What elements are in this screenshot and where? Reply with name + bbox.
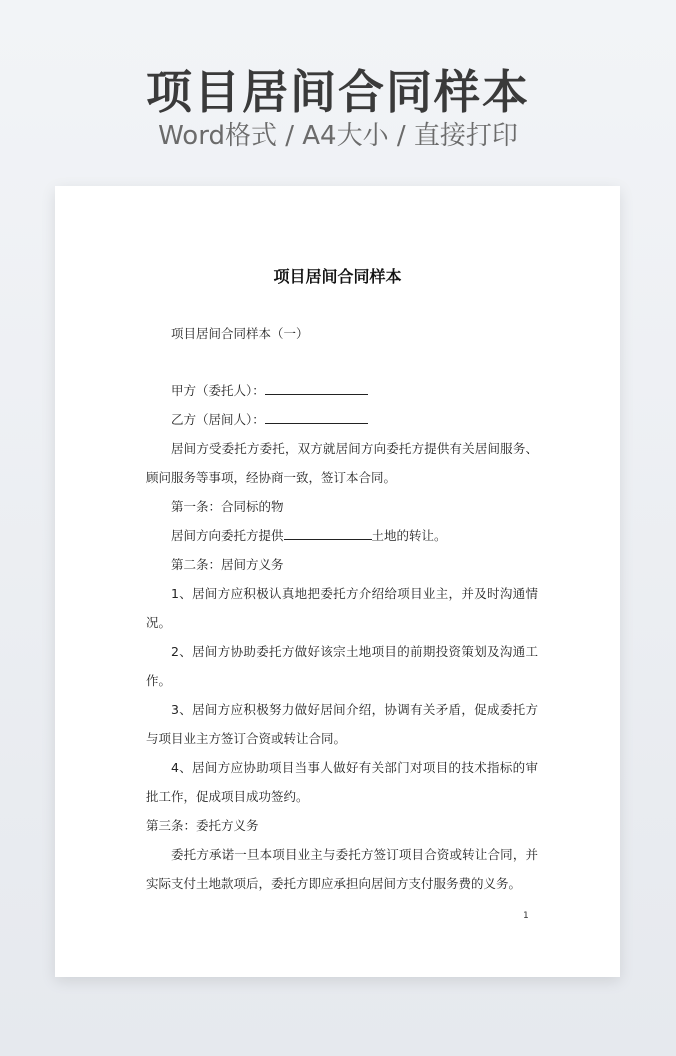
party-b-blank: [265, 409, 368, 424]
document-title: 项目居间合同样本: [273, 267, 402, 286]
article-2-title: 第二条：居间方义务: [171, 557, 284, 572]
party-b-label: 乙方（居间人）：: [171, 412, 265, 427]
article-1-text: [146, 521, 538, 550]
blank-line: [146, 348, 538, 376]
document-body: [146, 319, 538, 898]
party-a-line: [146, 376, 538, 405]
document-page: [55, 186, 620, 977]
article-3-text: 委托方承诺一旦本项目业主与委托方签订项目合资或转让合同，并实际支付土地款项后，委托方即应承担向居间方支付服务费的义务。: [146, 847, 538, 891]
article-1-title: 第一条：合同标的物: [171, 499, 284, 514]
party-b-line: [146, 405, 538, 434]
article-2-item: 4、居间方应协助项目当事人做好有关部门对项目的技术指标的审批工作，促成项目成功签约。: [146, 760, 538, 804]
page-number: 1: [523, 911, 529, 921]
article-2-item: 1、居间方应积极认真地把委托方介绍给项目业主，并及时沟通情况。: [146, 586, 538, 630]
article-1-text-before: 居间方向委托方提供: [171, 528, 284, 543]
article-1-text-after: 土地的转让。: [371, 528, 447, 543]
article-3-title: 第三条：委托方义务: [146, 818, 259, 833]
article-2-item: 2、居间方协助委托方做好该宗土地项目的前期投资策划及沟通工作。: [146, 644, 538, 688]
party-a-label: 甲方（委托人）：: [171, 383, 265, 398]
article-2-item: 3、居间方应积极努力做好居间介绍，协调有关矛盾，促成委托方与项目业主方签订合资或转让合同。: [146, 702, 538, 746]
intro-paragraph: 居间方受委托方委托，双方就居间方向委托方提供有关居间服务、顾问服务等事项，经协商一致，签订本合同。: [146, 441, 538, 485]
banner-title: 项目居间合同样本: [146, 65, 530, 119]
document-heading: 项目居间合同样本（一）: [171, 326, 309, 341]
banner-subtitle: Word格式 / A4大小 / 直接打印: [158, 121, 518, 151]
party-a-blank: [265, 380, 368, 395]
land-blank: [284, 525, 372, 540]
